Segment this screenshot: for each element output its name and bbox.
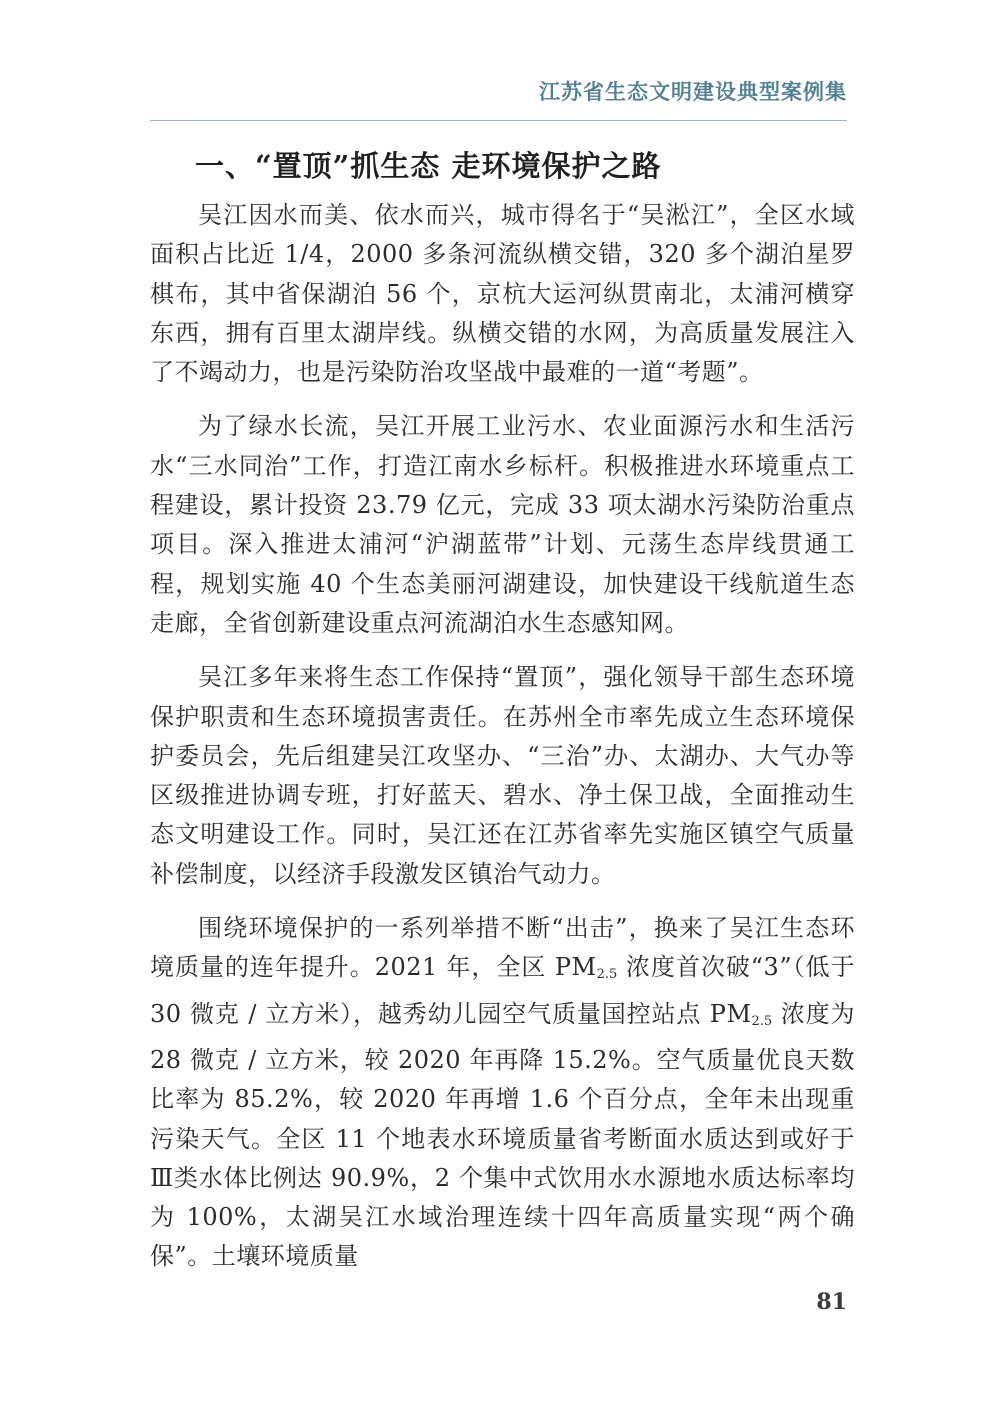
- pm25-subscript-2: 2.5: [751, 1013, 773, 1029]
- paragraph-4-text-2: 浓度首次破“3”（低于 30 微克 / 立方米），越秀幼儿园空气质量国控站点 PM: [150, 953, 856, 1028]
- running-header-title: 江苏省生态文明建设典型案例集: [539, 79, 847, 104]
- body-text: [150, 196, 855, 1292]
- paragraph-4-text-3: 浓度为 28 微克 / 立方米，较 2020 年再降 15.2%。空气质量优良天数比率为 85.2%，较 2020 年再增 1.6 个百分点，全年未出现重污染天气。全区 11 个地表水环境质量省考断面水质达到或好于Ⅲ类水体比例达 90.9%，2 个集中式饮用水水源地水质达标率均为 100%，太湖吴江水域治理连续十四年高质量实现“两个确保”。土壤环境质量: [150, 999, 855, 1271]
- paragraph-4: [150, 909, 855, 1277]
- page-number: 81: [816, 1289, 847, 1315]
- header-divider: [150, 120, 847, 121]
- pm25-subscript-1: 2.5: [596, 967, 618, 983]
- paragraph-1: 吴江因水而美、依水而兴，城市得名于“吴淞江”，全区水域面积占比近 1/4，2000 多条河流纵横交错，320 多个湖泊星罗棋布，其中省保湖泊 56 个，京杭大运河纵贯南北，太浦河横穿东西，拥有百里太湖岸线。纵横交错的水网，为高质量发展注入了不竭动力，也是污染防治攻坚战中最难的一道“考题”。: [150, 201, 855, 387]
- section-heading: 一、“置顶”抓生态 走环境保护之路: [195, 149, 662, 183]
- paragraph-2: 为了绿水长流，吴江开展工业污水、农业面源污水和生活污水“三水同治”工作，打造江南水乡标杆。积极推进水环境重点工程建设，累计投资 23.79 亿元，完成 33 项太湖水污染防治重点项目。深入推进太浦河“沪湖蓝带”计划、元荡生态岸线贯通工程，规划实施 40 个生态美丽河湖建设，加快建设干线航道生态走廊，全省创新建设重点河流湖泊水生态感知网。: [150, 412, 855, 637]
- paragraph-4-text-1: 围绕环境保护的一系列举措不断“出击”，换来了吴江生态环境质量的连年提升。2021 年，全区 PM: [150, 914, 855, 982]
- paragraph-3: 吴江多年来将生态工作保持“置顶”，强化领导干部生态环境保护职责和生态环境损害责任。在苏州全市率先成立生态环境保护委员会，先后组建吴江攻坚办、“三治”办、太湖办、大气办等区级推进协调专班，打好蓝天、碧水、净土保卫战，全面推动生态文明建设工作。同时，吴江还在江苏省率先实施区镇空气质量补偿制度，以经济手段激发区镇治气动力。: [150, 663, 855, 888]
